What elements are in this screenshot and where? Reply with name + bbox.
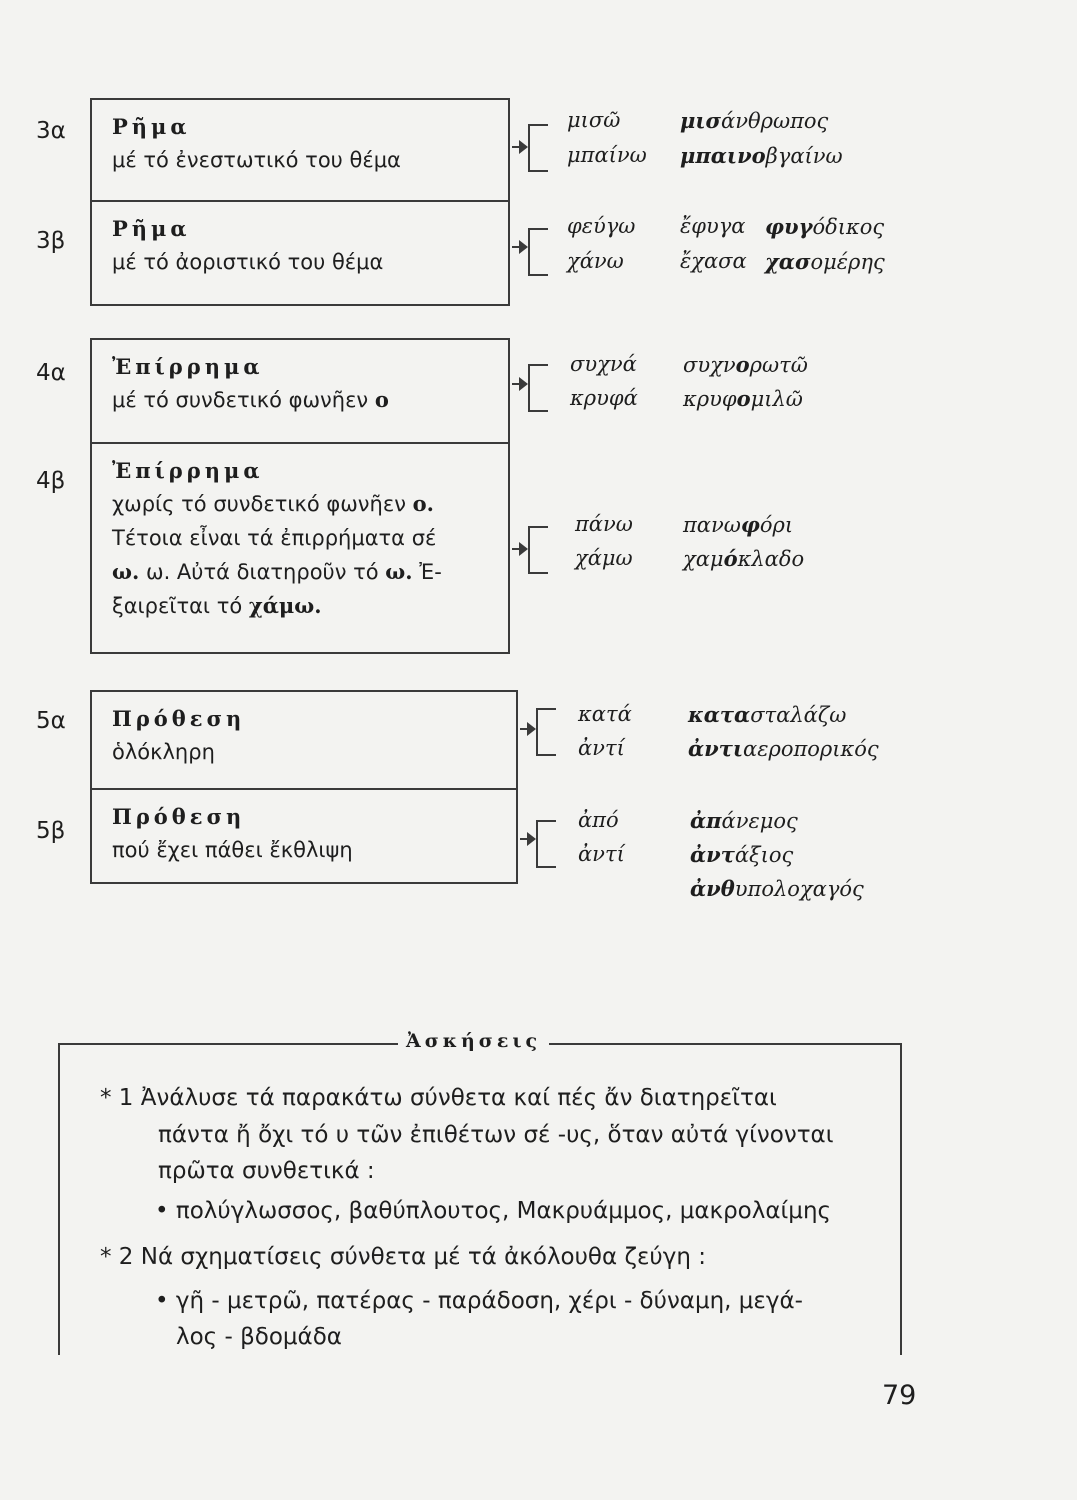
- example-compound: μισάνθρωπος: [680, 108, 829, 133]
- row-number: 4β: [36, 468, 66, 494]
- example-base: χάνω: [567, 249, 624, 273]
- example-base: μισῶ: [567, 108, 621, 132]
- exercise-1-line: πάντα ἤ ὄχι τό υ τῶν ἐπιθέτων σέ -υς, ὅταν αὐτά γίνονται: [158, 1122, 834, 1148]
- example-compound: ἀντιαεροπορικός: [688, 736, 879, 761]
- rule-title: Ἐπίρρημα: [112, 354, 264, 379]
- rule-title: Ρῆμα: [112, 114, 191, 139]
- rule-box: [90, 442, 510, 654]
- example-compound: πανωφόρι: [683, 512, 794, 537]
- example-base: ἀντί: [578, 842, 625, 866]
- example-compound: ἀντάξιος: [690, 842, 794, 867]
- example-aorist: ἔφυγα: [680, 214, 746, 238]
- example-base: φεύγω: [567, 214, 636, 238]
- exercise-2-bullet: • γῆ - μετρῶ, πατέρας - παράδοση, χέρι - δύναμη, μεγά-: [155, 1288, 803, 1314]
- exercises-title: Ἀσκήσεις: [398, 1030, 549, 1052]
- rule-desc: μέ τό ἀοριστικό του θέμα: [112, 250, 384, 274]
- example-compound: κρυφομιλῶ: [683, 386, 803, 411]
- rule-desc: μέ τό ἐνεστωτικό του θέμα: [112, 148, 401, 172]
- rule-desc: πού ἔχει πάθει ἔκθλιψη: [112, 838, 353, 862]
- rule-title: Πρόθεση: [112, 804, 246, 829]
- bracket: [528, 526, 548, 574]
- bracket: [528, 228, 548, 276]
- row-number: 3β: [36, 228, 66, 254]
- bracket: [536, 708, 556, 756]
- arrow: [520, 728, 534, 730]
- row-number: 5α: [36, 708, 66, 734]
- arrow: [512, 548, 526, 550]
- exercise-1-bullet: • πολύγλωσσος, βαθύπλουτος, Μακρυάμμος, μακρολαίμης: [155, 1198, 832, 1224]
- row-number: 5β: [36, 818, 66, 844]
- example-base: κρυφά: [570, 386, 638, 410]
- bracket: [536, 820, 556, 868]
- rule-desc: ὁλόκληρη: [112, 740, 215, 764]
- example-base: κατά: [578, 702, 632, 726]
- example-base: χάμω: [575, 546, 633, 570]
- rule-box: [90, 338, 510, 444]
- row-number: 4α: [36, 360, 66, 386]
- example-base: μπαίνω: [567, 143, 647, 167]
- example-aorist: ἔχασα: [680, 249, 747, 273]
- row-number: 3α: [36, 118, 66, 144]
- rule-box: [90, 98, 510, 202]
- example-compound: κατασταλάζω: [688, 702, 847, 727]
- arrow: [512, 246, 526, 248]
- example-compound: ἀπάνεμος: [690, 808, 798, 833]
- rule-desc: χωρίς τό συνδετικό φωνῆεν ο. Τέτοια εἶναι τά ἐπιρρήματα σέ ω. ω. Αὐτά διατηροῦν τό ω. Ἐ- ξαιρεῖται τό χάμω.: [112, 491, 442, 618]
- example-compound: ἀνθυπολοχαγός: [690, 876, 864, 901]
- rule-box: [90, 200, 510, 306]
- rule-title: Ρῆμα: [112, 216, 191, 241]
- exercise-2-line: λος - βδομάδα: [176, 1324, 342, 1350]
- example-base: ἀντί: [578, 736, 625, 760]
- example-compound: χαμόκλαδο: [683, 546, 805, 571]
- arrow: [520, 838, 534, 840]
- arrow: [512, 146, 526, 148]
- example-base: πάνω: [575, 512, 633, 536]
- exercise-1-line: πρῶτα συνθετικά :: [158, 1158, 375, 1184]
- arrow: [512, 383, 526, 385]
- rule-title: Ἐπίρρημα: [112, 458, 264, 483]
- bracket: [528, 364, 548, 412]
- example-compound: φυγόδικος: [765, 214, 885, 239]
- exercise-2-line: * 2 Νά σχηματίσεις σύνθετα μέ τά ἀκόλουθα ζεύγη :: [100, 1244, 706, 1270]
- exercise-1-line: * 1 Ἀνάλυσε τά παρακάτω σύνθετα καί πές ἄν διατηρεῖται: [100, 1085, 777, 1111]
- example-base: συχνά: [570, 352, 637, 376]
- rule-title: Πρόθεση: [112, 706, 246, 731]
- example-base: ἀπό: [578, 808, 619, 832]
- rule-box: [90, 690, 518, 790]
- example-compound: μπαινοβγαίνω: [680, 143, 843, 168]
- example-compound: χασομέρης: [765, 249, 885, 274]
- bracket: [528, 124, 548, 172]
- example-compound: συχνορωτῶ: [683, 352, 808, 377]
- rule-desc: μέ τό συνδετικό φωνῆεν ο: [112, 387, 389, 412]
- rule-box: [90, 788, 518, 884]
- page-number: 79: [882, 1380, 917, 1411]
